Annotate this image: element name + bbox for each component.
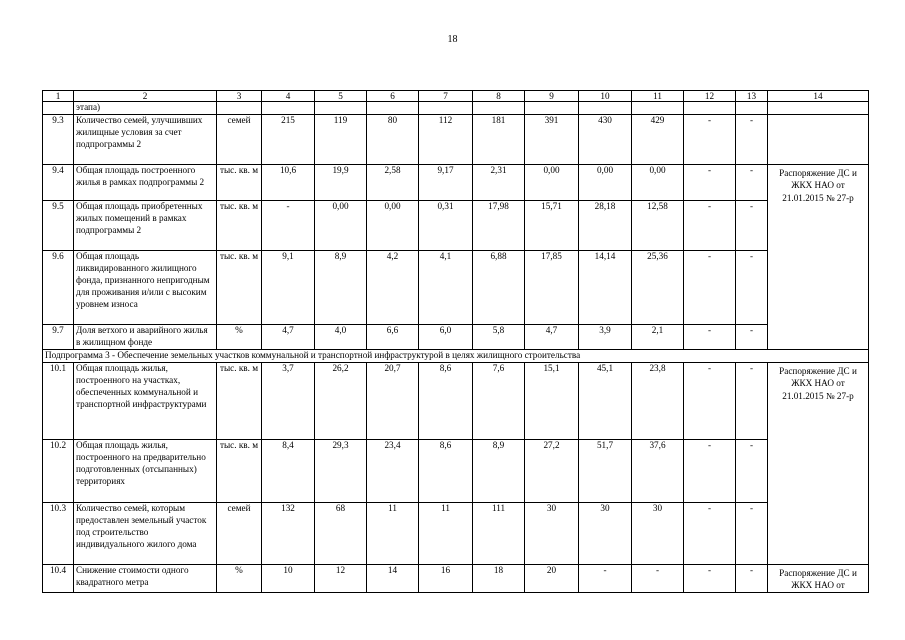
value-cell: 0,00 [632,164,684,200]
indicator-name: Общая площадь жилья, построенного на участках, обеспеченных коммунальной и транспортной инфраструктурами [74,362,217,439]
indicator-name: Снижение стоимости одного квадратного метра [74,564,217,592]
page-number: 18 [447,34,458,45]
value-cell: 111 [473,502,525,564]
note-cell: Распоряжение ДС и ЖКХ НАО от 21.01.2015 № 27-р [768,362,869,564]
header-cell: 8 [473,91,525,102]
note-cell [768,114,869,164]
table-row [43,324,869,349]
value-cell: 19,9 [315,164,367,200]
row-number: 9.4 [43,164,74,200]
unit: тыс. кв. м [217,250,262,324]
note-cell: Распоряжение ДС и ЖКХ НАО от [768,564,869,592]
value-cell: - [736,164,768,200]
value-cell: 2,1 [632,324,684,349]
indicator-name: Доля ветхого и аварийного жилья в жилищном фонде [74,324,217,349]
value-cell: - [684,362,736,439]
indicator-name: Общая площадь приобретенных жилых помещений в рамках подпрограммы 2 [74,200,217,250]
table-row [43,114,869,164]
value-cell: 80 [367,114,419,164]
table-row [43,564,869,592]
value-cell: - [736,200,768,250]
indicators-table [42,90,869,593]
indicator-name: Общая площадь жилья, построенного на предварительно подготовленных (отсыпанных) территориях [74,439,217,502]
unit: % [217,564,262,592]
row-number: 10.2 [43,439,74,502]
value-cell: 3,9 [579,324,632,349]
value-cell: 17,98 [473,200,525,250]
column-number-row [43,91,869,102]
value-cell: 27,2 [525,439,579,502]
value-cell: 14,14 [579,250,632,324]
value-cell: - [262,200,315,250]
continued-row [43,102,869,115]
unit: семей [217,114,262,164]
value-cell: 15,1 [525,362,579,439]
value-cell: 25,36 [632,250,684,324]
unit: семей [217,502,262,564]
table-row [43,200,869,250]
value-cell: 20 [525,564,579,592]
indicator-name: Общая площадь построенного жилья в рамках подпрограммы 2 [74,164,217,200]
unit: тыс. кв. м [217,200,262,250]
value-cell: 391 [525,114,579,164]
value-cell: - [736,502,768,564]
value-cell: 11 [419,502,473,564]
header-cell: 9 [525,91,579,102]
value-cell: 215 [262,114,315,164]
value-cell: 0,00 [579,164,632,200]
value-cell: 37,6 [632,439,684,502]
value-cell: 112 [419,114,473,164]
header-cell: 14 [768,91,869,102]
value-cell: 14 [367,564,419,592]
value-cell: - [736,439,768,502]
value-cell: - [736,362,768,439]
value-cell: 7,6 [473,362,525,439]
header-cell: 5 [315,91,367,102]
value-cell: 18 [473,564,525,592]
value-cell: 28,18 [579,200,632,250]
value-cell: - [684,324,736,349]
header-cell: 10 [579,91,632,102]
value-cell: - [684,164,736,200]
value-cell: 8,9 [315,250,367,324]
value-cell: - [632,564,684,592]
row-number: 9.7 [43,324,74,349]
value-cell: 5,8 [473,324,525,349]
row-number: 9.5 [43,200,74,250]
row-number: 10.4 [43,564,74,592]
value-cell: - [736,114,768,164]
value-cell: 10,6 [262,164,315,200]
value-cell: 0,00 [315,200,367,250]
value-cell: - [684,200,736,250]
indicator-name: Количество семей, которым предоставлен земельный участок под строительство индивидуального жилого дома [74,502,217,564]
value-cell: 3,7 [262,362,315,439]
table-row [43,439,869,502]
unit: % [217,324,262,349]
value-cell: 119 [315,114,367,164]
value-cell: 0,00 [525,164,579,200]
subprogram-title: Подпрограмма 3 - Обеспечение земельных участков коммунальной и транспортной инфраструктурой в целях жилищного строительства [43,349,869,362]
value-cell: 181 [473,114,525,164]
value-cell: 68 [315,502,367,564]
value-cell: 4,2 [367,250,419,324]
value-cell: 6,88 [473,250,525,324]
value-cell: - [684,502,736,564]
unit: тыс. кв. м [217,439,262,502]
value-cell: 20,7 [367,362,419,439]
value-cell: 11 [367,502,419,564]
row-number: 10.3 [43,502,74,564]
value-cell: 26,2 [315,362,367,439]
table-row [43,362,869,439]
value-cell: 51,7 [579,439,632,502]
value-cell: 429 [632,114,684,164]
value-cell: 17,85 [525,250,579,324]
value-cell: 8,6 [419,439,473,502]
subprogram-row [43,349,869,362]
value-cell: - [736,324,768,349]
value-cell: 30 [525,502,579,564]
value-cell: 6,0 [419,324,473,349]
header-cell: 12 [684,91,736,102]
value-cell: 12,58 [632,200,684,250]
header-cell: 7 [419,91,473,102]
row-number: 9.3 [43,114,74,164]
note-cell: Распоряжение ДС и ЖКХ НАО от 21.01.2015 № 27-р [768,164,869,349]
value-cell: 23,8 [632,362,684,439]
header-cell: 2 [74,91,217,102]
header-cell: 3 [217,91,262,102]
value-cell: 8,6 [419,362,473,439]
value-cell: 30 [632,502,684,564]
value-cell: 4,1 [419,250,473,324]
indicator-name: Количество семей, улучшивших жилищные условия за счет подпрограммы 2 [74,114,217,164]
value-cell: 9,1 [262,250,315,324]
value-cell: 16 [419,564,473,592]
continued-text: этапа) [74,102,217,115]
value-cell: 4,7 [262,324,315,349]
value-cell: 45,1 [579,362,632,439]
value-cell: 2,31 [473,164,525,200]
value-cell: - [736,564,768,592]
value-cell: 4,7 [525,324,579,349]
header-cell: 13 [736,91,768,102]
value-cell: - [736,250,768,324]
value-cell: 430 [579,114,632,164]
table-row [43,502,869,564]
value-cell: 10 [262,564,315,592]
value-cell: 15,71 [525,200,579,250]
value-cell: - [684,114,736,164]
header-cell: 6 [367,91,419,102]
value-cell: 12 [315,564,367,592]
unit: тыс. кв. м [217,362,262,439]
unit: тыс. кв. м [217,164,262,200]
value-cell: - [684,250,736,324]
table-row [43,250,869,324]
value-cell: - [684,439,736,502]
indicator-name: Общая площадь ликвидированного жилищного фонда, признанного непригодным для проживания и/или с высоким уровнем износа [74,250,217,324]
value-cell: - [684,564,736,592]
value-cell: - [579,564,632,592]
value-cell: 9,17 [419,164,473,200]
table-row [43,164,869,200]
value-cell: 30 [579,502,632,564]
header-cell: 1 [43,91,74,102]
row-number: 9.6 [43,250,74,324]
header-cell: 11 [632,91,684,102]
value-cell: 8,9 [473,439,525,502]
value-cell: 23,4 [367,439,419,502]
value-cell: 0,00 [367,200,419,250]
header-cell: 4 [262,91,315,102]
value-cell: 0,31 [419,200,473,250]
value-cell: 132 [262,502,315,564]
value-cell: 4,0 [315,324,367,349]
value-cell: 29,3 [315,439,367,502]
row-number: 10.1 [43,362,74,439]
value-cell: 8,4 [262,439,315,502]
value-cell: 6,6 [367,324,419,349]
value-cell: 2,58 [367,164,419,200]
